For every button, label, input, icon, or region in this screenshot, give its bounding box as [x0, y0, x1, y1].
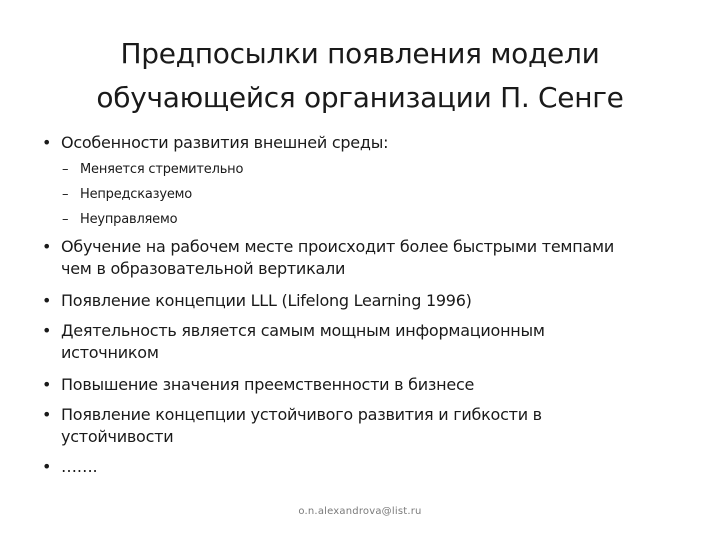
bullet-marker: • [42, 321, 52, 340]
sub-item-marker: – [62, 212, 69, 227]
title-line-2: обучающейся организации П. Сенге [96, 81, 624, 114]
list-item-text-line-2: чем в образовательной вертикали [61, 259, 346, 278]
sub-item-text: Непредсказуемо [80, 187, 193, 202]
bullet-marker: • [42, 405, 52, 424]
list-item-text: Повышение значения преемственности в бизнесе [61, 375, 475, 394]
list-item-text-line-2: устойчивости [61, 427, 174, 446]
sub-item-text: Неуправляемо [80, 212, 178, 227]
list-item-text-line-1: Обучение на рабочем месте происходит более быстрыми темпами [61, 237, 614, 256]
bullet-marker: • [42, 291, 52, 310]
list-item-text: ……. [61, 457, 98, 476]
list-item-text-line-1: Появление концепции устойчивого развития и гибкости в [61, 405, 542, 424]
list-item-text: Появление концепции LLL (Lifelong Learning 1996) [61, 291, 472, 310]
sub-item-text: Меняется стремительно [80, 162, 244, 177]
list-item-text-line-2: источником [61, 343, 159, 362]
footer-email: o.n.alexandrova@list.ru [298, 506, 422, 517]
bullet-marker: • [42, 133, 52, 152]
sub-item-marker: – [62, 187, 69, 202]
sub-item-marker: – [62, 162, 69, 177]
list-item-text-line-1: Деятельность является самым мощным информационным [61, 321, 545, 340]
bullet-marker: • [42, 375, 52, 394]
title-line-1: Предпосылки появления модели [120, 37, 600, 70]
list-item-text: Особенности развития внешней среды: [61, 133, 389, 152]
slide-title [40, 32, 680, 120]
bullet-marker: • [42, 457, 52, 476]
bullet-marker: • [42, 237, 52, 256]
